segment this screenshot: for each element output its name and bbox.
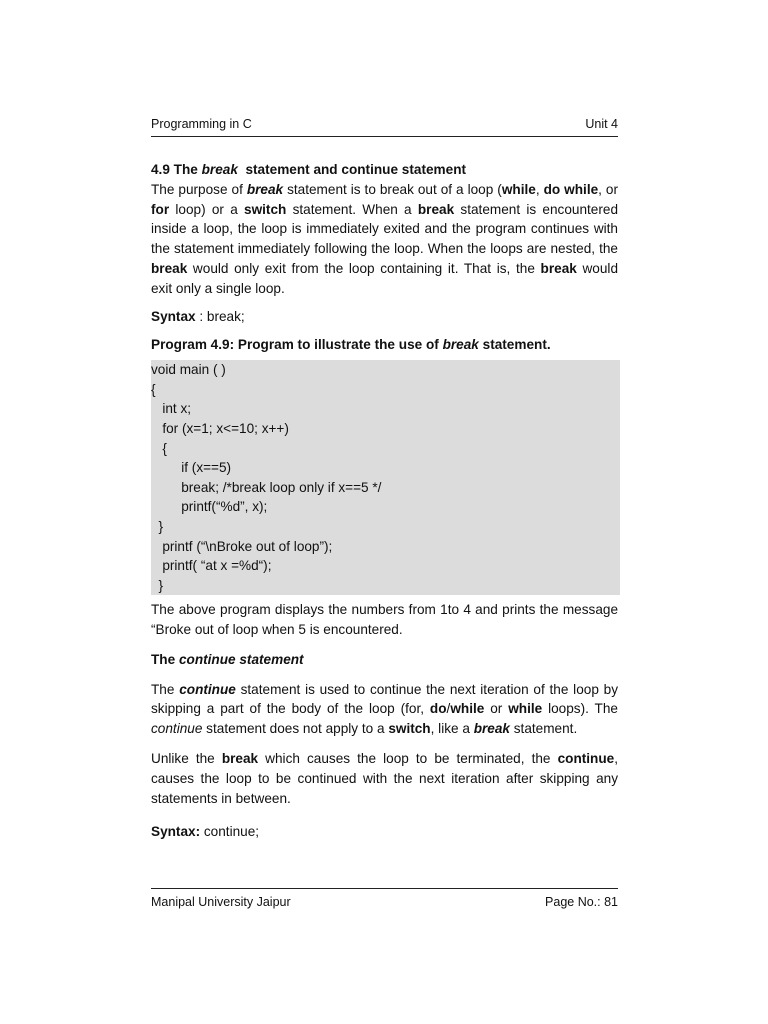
code-line: printf(“%d”, x); [151, 499, 268, 515]
header-book-title: Programming in C [151, 117, 252, 131]
section-title: 4.9 The break statement and continue statement [151, 162, 467, 177]
code-line: } [151, 577, 164, 593]
continue-title: The continue statement [151, 651, 304, 667]
continue-syntax: Syntax: continue; [151, 824, 260, 840]
code-line: int x; [151, 401, 192, 417]
code-line: } [151, 518, 164, 534]
intro-paragraph: The purpose of break statement is to break out of a loop (while, do while, or for loop) or a switch statement. When a break statement is encountered inside a loop, the loop is immediately exited and the program continues with the statement immediately following the loop. When the loops are nested, the break would only exit from the loop containing it. That is, the break would exit only a single loop. [151, 181, 619, 296]
page-footer [151, 888, 618, 911]
continue-paragraph-2: Unlike the break which causes the loop to be terminated, the continue, causes the loop to be continued with the next iteration after skipping any statements in between. [151, 751, 618, 806]
continue-paragraph-1: The continue statement is used to continue the next iteration of the loop by skipping a part of the body of the loop (for, do/while or while loops). The continue statement does not apply to a switch, like a break statement. [151, 681, 618, 737]
break-syntax: Syntax : break; [151, 308, 245, 324]
code-line: for (x=1; x<=10; x++) [151, 420, 289, 436]
code-line: printf( “at x =%d“); [151, 558, 272, 574]
header-unit: Unit 4 [585, 117, 618, 131]
page-header [151, 116, 618, 137]
program-title: Program 4.9: Program to illustrate the use of break statement. [151, 337, 551, 353]
program-explanation: The above program displays the numbers from 1to 4 and prints the message “Broke out of loop when 5 is encountered. [151, 602, 618, 638]
code-block [151, 360, 620, 595]
code-line: break; /*break loop only if x==5 */ [151, 479, 382, 495]
code-line: void main ( ) [151, 362, 226, 378]
code-line: if (x==5) [151, 460, 232, 476]
footer-university: Manipal University Jaipur [151, 895, 291, 909]
code-line: { [151, 381, 156, 397]
code-line: { [151, 440, 167, 456]
page-content [151, 160, 618, 842]
footer-page-number: Page No.: 81 [545, 895, 618, 909]
code-line: printf (“\nBroke out of loop”); [151, 538, 333, 554]
